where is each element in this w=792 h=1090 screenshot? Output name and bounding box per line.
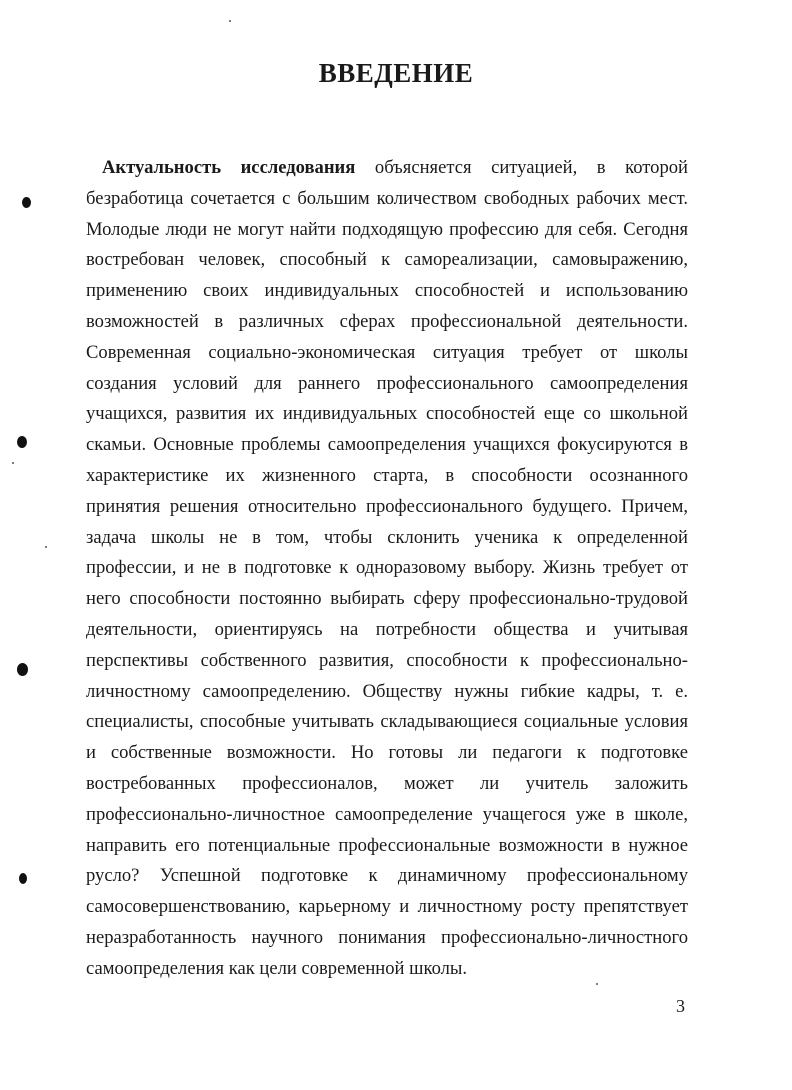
paragraph-lead: Актуальность исследования (102, 157, 356, 178)
page-number: 3 (676, 996, 685, 1016)
binding-mark (19, 873, 27, 884)
binding-mark (22, 197, 31, 208)
scan-speck (12, 462, 14, 464)
scan-speck (45, 546, 47, 548)
page-title: ВВЕДЕНИЕ (318, 58, 474, 88)
scan-speck (596, 983, 598, 985)
scan-speck (229, 20, 231, 22)
paragraph-text: объясняется ситуацией, в которой безработица сочетается с большим количеством свободных рабочих мест. Молодые люди не могут найти подходящую профессию для себя. Сегодня востребован человек, способный к самореализации, самовыражению, применению своих индивидуальных способностей и использованию возможностей в различных сферах профессиональной деятельности. Современная социально-экономическая ситуация требует от школы создания условий для раннего профессионального самоопределения учащихся, развития их индивидуальных способностей еще со школьной скамьи. Основные проблемы самоопределения учащихся фокусируются в характеристике их жизненного старта, в способности осознанного принятия решения относительно профессионального будущего. Причем, задача школы не в том, чтобы склонить ученика к определенной профессии, и не в подготовке к одноразовому выбору. Жизнь требует от него способности постоянно выбирать сферу профессионально-трудовой деятельности, ориентируясь на потребности общества и учитывая перспективы собственного развития, способности к профессионально-личностному самоопределению. Обществу нужны гибкие кадры, т. е. специалисты, способные учитывать складывающиеся социальные условия и собственные возможности. Но готовы ли педагоги к подготовке востребованных профессионалов, может ли учитель заложить профессионально-личностное самоопределение учащегося уже в школе, направить его потенциальные профессиональные возможности в нужное русло? Успешной подготовке к динамичному профессиональному самосовершенствованию, карьерному и личностному росту препятствует неразработанность научного понимания профессионально-личностного самоопределения как цели современной школы. (86, 157, 688, 979)
intro-paragraph (86, 153, 688, 985)
binding-mark (17, 436, 27, 448)
binding-mark (17, 663, 28, 676)
